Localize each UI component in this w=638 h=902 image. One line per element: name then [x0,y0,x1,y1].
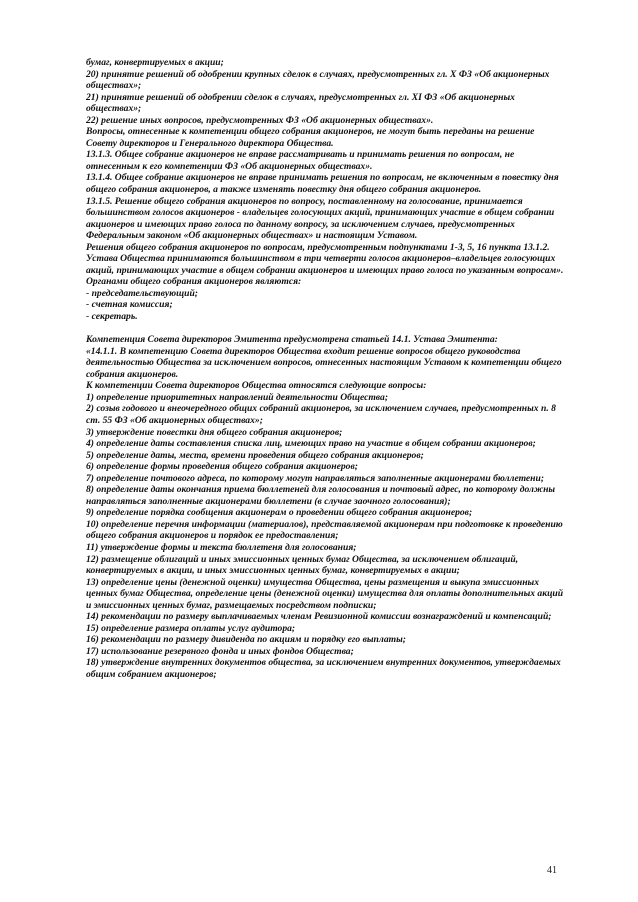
text-line: 16) рекомендации по размеру дивиденда по акциям и порядку его выплаты; [86,634,406,646]
text-line: 13.1.4. Общее собрание акционеров не вправе принимать решения по вопросам, не включенным в повестку дня общего собрания акционеров, а также изменять повестку дня общего собрания акционеров. [86,172,559,196]
text-line: Решения общего собрания акционеров по вопросам, предусмотренным подпунктами 1-3, 5, 16 пункта 13.1.2. Устава Общества принимаются большинством в три четверти голосов акционеров–владельцев голосующих акций, принимающих участие в общем собрании акционеров и имеющих право голоса по указанным вопросам». [86,241,564,276]
text-line: 14) рекомендации по размеру выплачиваемых членам Ревизионной комиссии вознаграждений и компенсаций; [86,611,552,623]
text-line: 13.1.3. Общее собрание акционеров не вправе рассматривать и принимать решения по вопросам, не отнесенным к его компетенции ФЗ «Об акционерных обществах». [86,149,515,172]
text-line: 13) определение цены (денежной оценки) имущества Общества, цены размещения и выкупа эмиссионных ценных бумаг Общества, определение цены (денежной оценки) имущества для оплаты дополнительных акций и эмиссионных ценных бумаг, размещаемых посредством подписки; [86,576,564,611]
text-line: 21) принятие решений об одобрении сделок в случаях, предусмотренных гл. XI ФЗ «Об акционерных обществах»; [86,91,515,115]
text-line: 18) утверждение внутренних документов общества, за исключением внутренних документов, утверждаемых общим собранием акционеров; [86,657,561,680]
body-text [86,57,566,681]
text-line: 9) определение порядка сообщения акционерам о проведении общего собрания акционеров; [86,507,473,519]
text-line: 12) размещение облигаций и иных эмиссионных ценных бумаг Общества, за исключением облигаций, конвертируемых в акции, и иных эмиссионных ценных бумаг, конвертируемых в акции; [86,553,519,577]
text-line: 11) утверждение формы и текста бюллетеня для голосования; [86,541,357,553]
text-line: 8) определение даты окончания приема бюллетеней для голосования и почтовый адрес, по которому должны направляться заполненные акционерами бюллетени (в случае заочного голосования); [86,484,556,507]
text-line: 15) определение размера оплаты услуг аудитора; [86,622,296,634]
text-line: 1) определение приоритетных направлений деятельности Общества; [86,391,389,403]
paragraph-gap [86,323,566,335]
text-line: бумаг, конвертируемых в акции; [86,57,224,68]
text-line: «14.1.1. В компетенцию Совета директоров Общества входит решение вопросов общего руководства деятельностью Общества за исключением вопросов, отнесенных настоящим Уставом к компетенции общего собрания акционеров. [86,345,562,380]
page-number: 41 [547,865,557,876]
text-line: Компетенция Совета директоров Эмитента предусмотрена статьей 14.1. Устава Эмитента: [86,334,498,346]
text-line: 3) утверждение повестки дня общего собрания акционеров; [86,426,343,438]
text-line: К компетенции Совета директоров Общества относятся следующие вопросы: [86,380,427,392]
text-line: 4) определение даты составления списка лиц, имеющих право на участие в общем собрании акционеров; [86,438,536,450]
text-line: - секретарь. [86,311,138,323]
text-line: 5) определение даты, места, времени проведения общего собрания акционеров; [86,449,424,461]
text-line: 2) созыв годового и внеочередного общих собраний акционеров, за исключением случаев, предусмотренных п. 8 ст. 55 ФЗ «Об акционерных обществах»; [86,403,556,426]
text-line: - председательствующий; [86,287,198,299]
text-line: 20) принятие решений об одобрении крупных сделок в случаях, предусмотренных гл. X ФЗ «Об акционерных обществах»; [86,68,550,92]
text-line: 13.1.5. Решение общего собрания акционеров по вопросу, поставленному на голосование, принимается большинством голосов акционеров - владельцев голосующих акций, принимающих участие в общем собрании акционеров и имеющих право голоса по данному вопросу, за исключением случаев, предусмотренных Федеральным законом «Об акционерных обществах» и настоящим Уставом. [86,195,555,242]
text-line: 17) использование резервного фонда и иных фондов Общества; [86,645,354,657]
text-line: 6) определение формы проведения общего собрания акционеров; [86,461,358,473]
text-line: Вопросы, отнесенные к компетенции общего собрания акционеров, не могут быть переданы на решение Совету директоров и Генерального директора Общества. [86,126,535,149]
text-line: 22) решение иных вопросов, предусмотренных ФЗ «Об акционерных обществах». [86,114,434,126]
text-line: 10) определение перечня информации (материалов), представляемой акционерам при подготовке к проведению общего собрания акционеров и порядок ее предоставления; [86,518,563,542]
text-line: Органами общего собрания акционеров являются: [86,276,302,288]
text-line: 7) определение почтового адреса, по которому могут направляться заполненные акционерами бюллетени; [86,472,545,484]
text-line: - счетная комиссия; [86,299,173,311]
